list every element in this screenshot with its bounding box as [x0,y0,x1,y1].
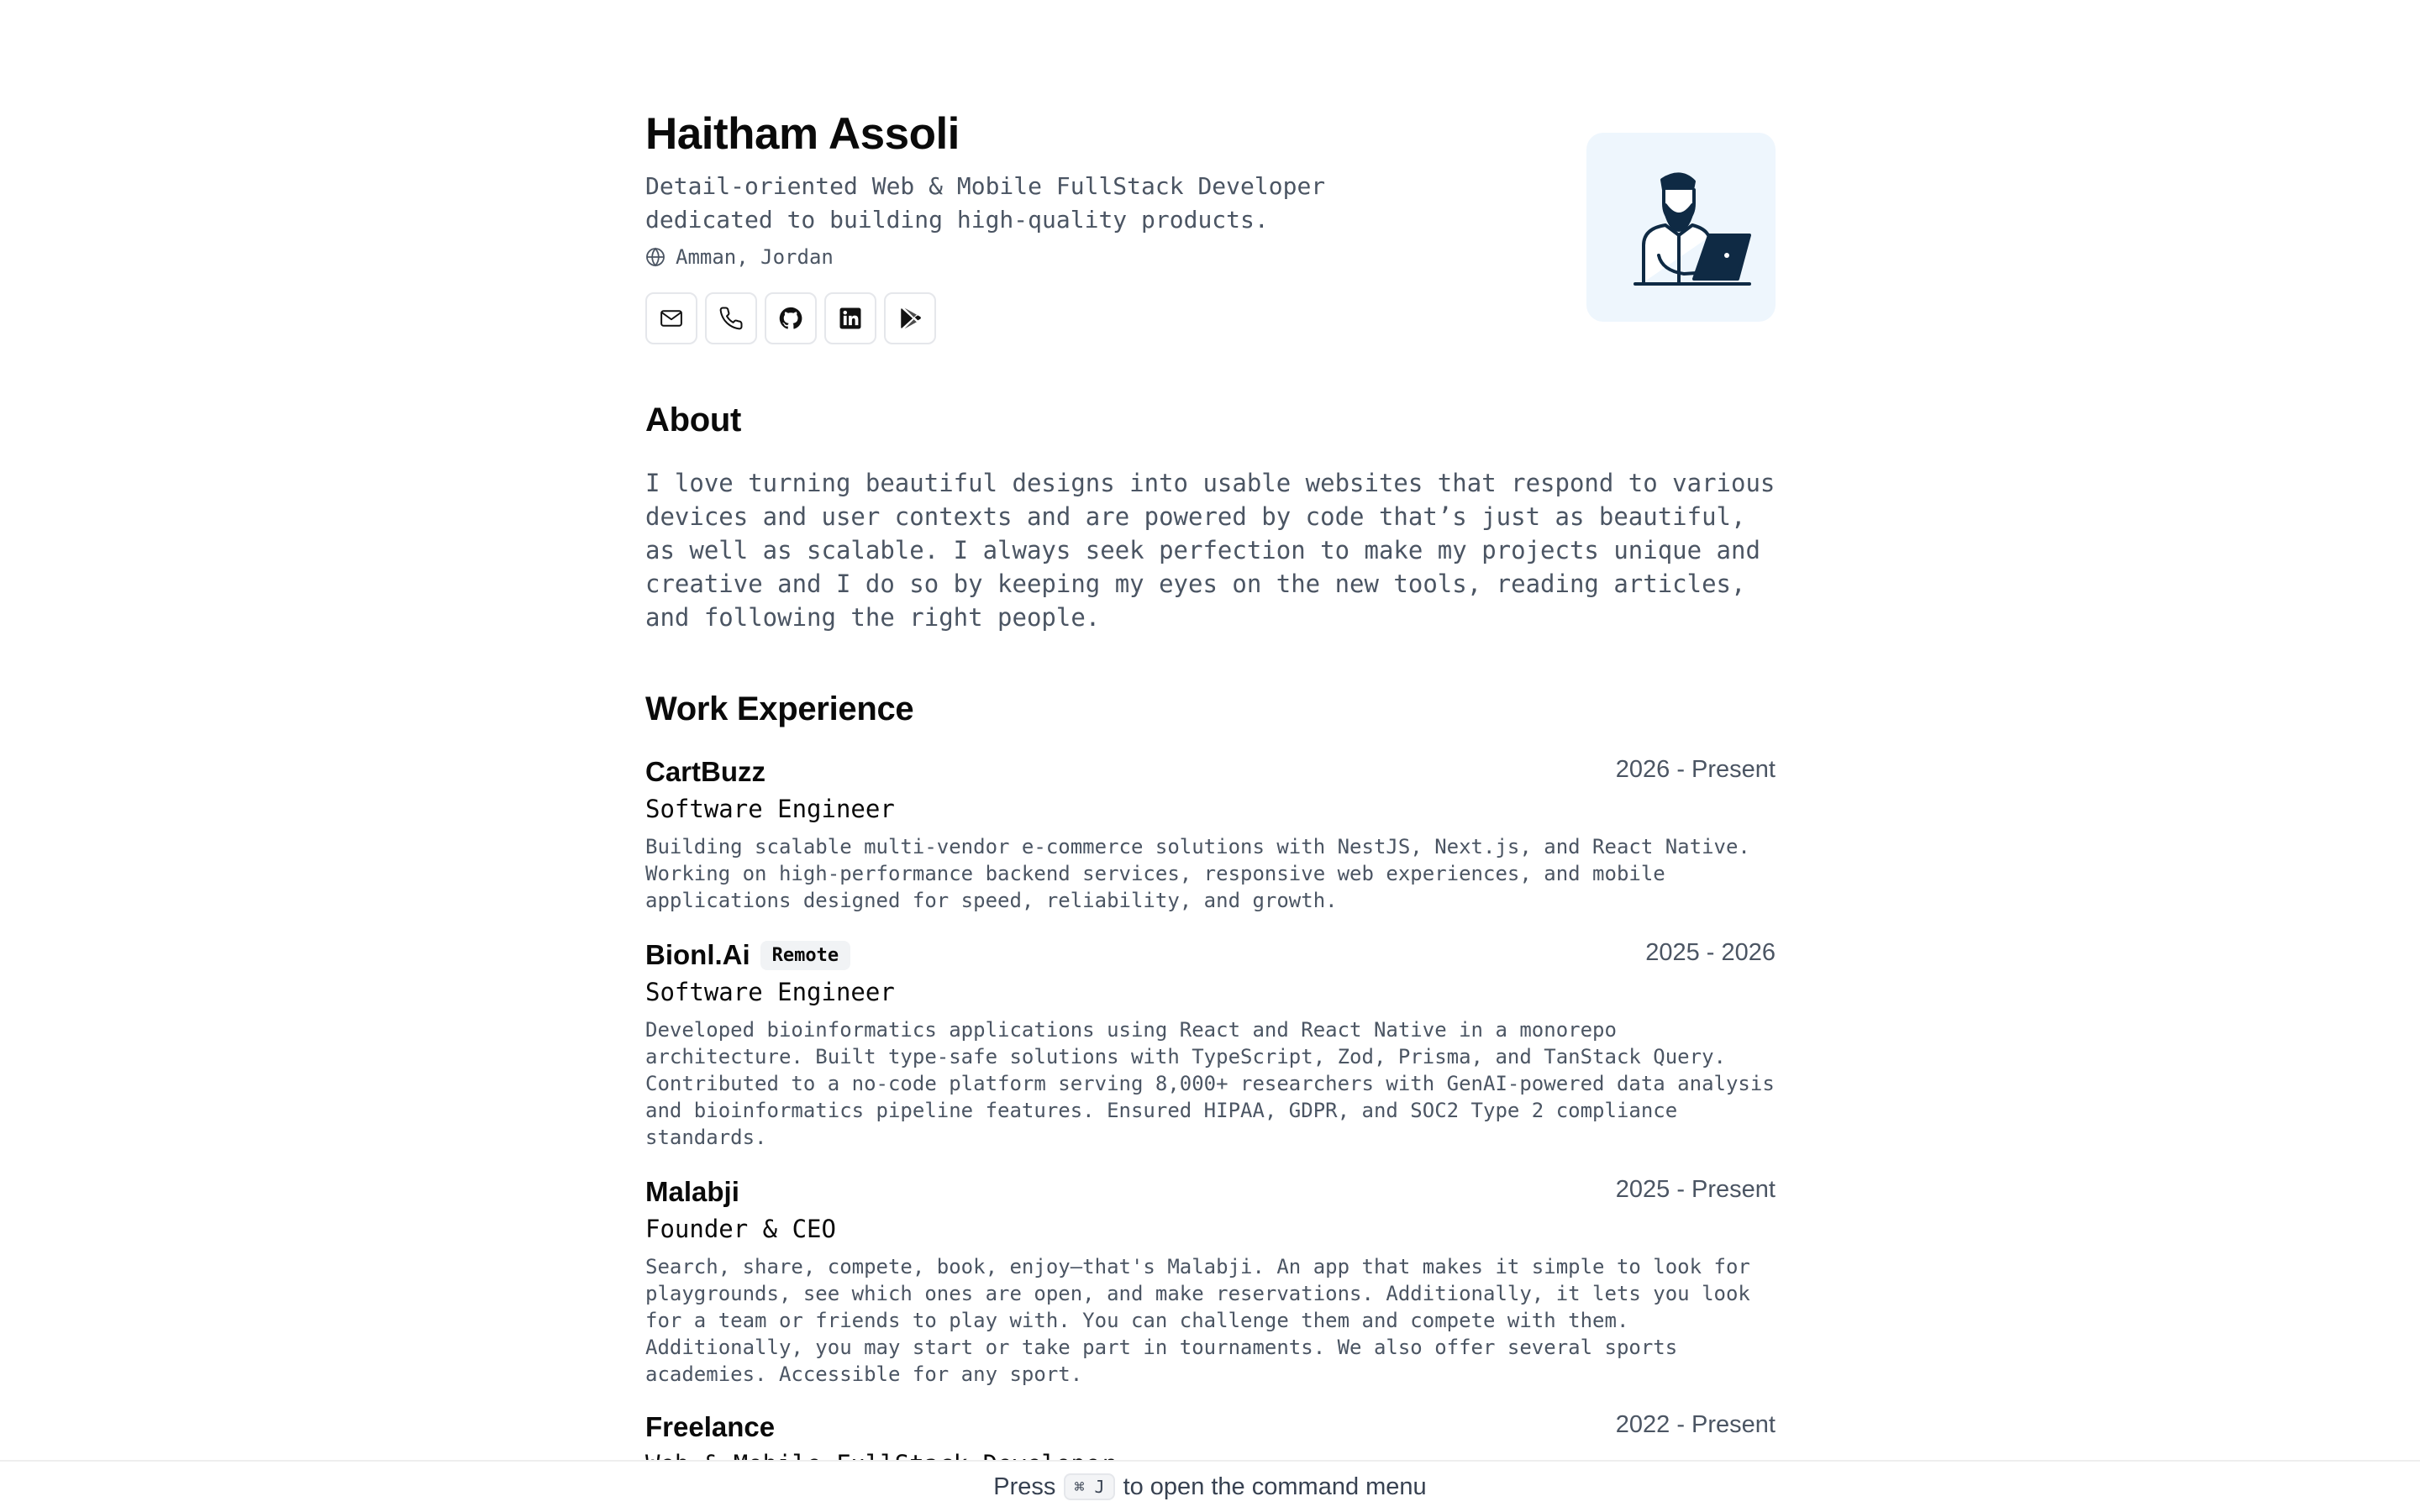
profile-header [645,0,1776,353]
job-dates: 2025 - Present [1615,1176,1776,1203]
company-name: CartBuzz [645,756,766,787]
google-play-link[interactable] [884,292,936,344]
company-name: Bionl.Ai [645,939,750,970]
about-text: I love turning beautiful designs into usable websites that respond to various devices and user contexts and are powered by code that’s just as beautiful, as well as scalable. I always seek perfection to make my projects unique and creative and I do so by keeping my eyes on the new tools, reading articles, and following the right people. [645,469,1776,632]
job-company [645,1411,775,1443]
profile-name: Haitham Assoli [645,109,960,159]
job-description: Building scalable multi-vendor e-commerce solutions with NestJS, Next.js, and React Native. Working on high-performance backend services, responsive web experiences, and mobile applications designed for speed, reliability, and growth. [645,835,1750,912]
phone-icon [718,306,744,331]
job-entry-malabji [645,1176,1776,1386]
job-entry-cartbuzz [645,756,1776,912]
job-dates: 2026 - Present [1615,756,1776,783]
command-menu-hint [0,1460,2420,1512]
job-role: Founder & CEO [645,1215,836,1243]
work-experience-heading: Work Experience [645,690,914,727]
company-name: Malabji [645,1176,739,1207]
command-hint-prefix: Press [993,1473,1056,1500]
company-name: Freelance [645,1411,776,1442]
job-role: Software Engineer [645,795,895,823]
job-description: Developed bioinformatics applications using React and React Native in a monorepo architecture. Built type-safe solutions with TypeScript, Zod, Prisma, and TanStack Query. Contributed to a no-code platform serving 8,000+ researchers with GenAI-powered data analysis and bioinformatics pipeline features. Ensured HIPAA, GDPR, and SOC2 Type 2 compliance standards. [645,1018,1775,1149]
google-play-icon [897,306,923,331]
job-entry-freelance [645,1411,1776,1448]
social-links [645,292,936,344]
remote-badge: Remote [760,941,850,970]
developer-at-laptop-illustration [1610,165,1753,291]
job-entry-bionl [645,939,1776,1149]
linkedin-link[interactable] [824,292,876,344]
email-link[interactable] [645,292,697,344]
location-text: Amman, Jordan [676,245,834,269]
job-company [645,756,765,788]
command-shortcut-key[interactable]: ⌘ J [1064,1473,1114,1500]
resume-page [645,0,1776,1442]
job-company [645,939,850,971]
about-heading: About [645,402,742,438]
job-dates: 2022 - Present [1615,1411,1776,1438]
phone-link[interactable] [705,292,757,344]
job-role: Software Engineer [645,978,895,1006]
job-company [645,1176,739,1208]
avatar [1586,133,1776,322]
profile-location [645,245,834,269]
globe-icon [645,247,666,267]
command-hint-suffix: to open the command menu [1123,1473,1427,1500]
job-dates: 2025 - 2026 [1645,939,1776,966]
linkedin-icon [838,306,863,331]
mail-icon [659,306,684,331]
github-link[interactable] [765,292,817,344]
job-description: Search, share, compete, book, enjoy—that's Malabji. An app that makes it simple to look for playgrounds, see which ones are open, and make reservations. Additionally, it lets you look for a team or friends to play with. You can challenge them and compete with them. Additionally, you may start or take part in tournaments. We also offer several sports academies. Accessible for any sport. [645,1255,1750,1386]
profile-tagline: Detail-oriented Web & Mobile FullStack Developer dedicated to building high-quality products. [645,172,1326,234]
github-icon [778,306,803,331]
